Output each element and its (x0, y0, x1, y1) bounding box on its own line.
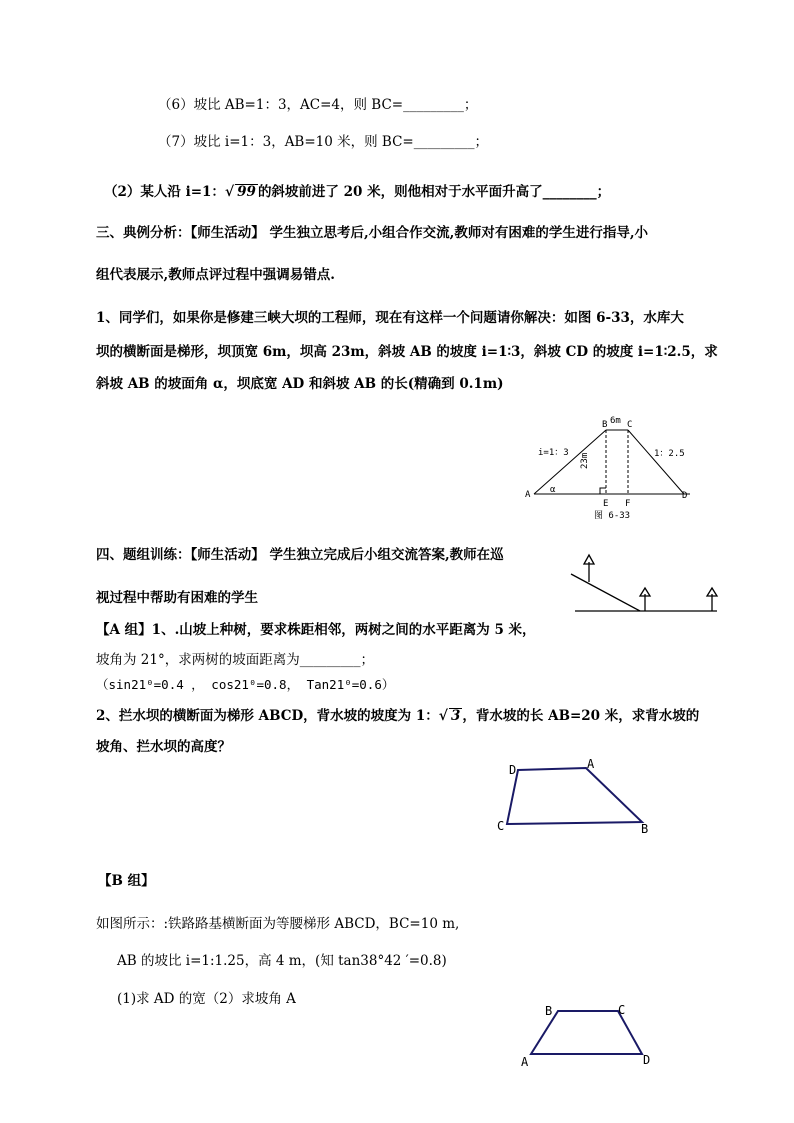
group-a-q2-radicand: 3 (450, 708, 461, 724)
sqrt-icon: √ (224, 184, 235, 200)
dam-trapezoid-figure (490, 756, 660, 838)
question-2-suffix: 的斜坡前进了 20 米，则他相对于水平面升高了________； (257, 184, 611, 200)
label-a: A (525, 490, 531, 500)
label-b: B (545, 1004, 553, 1018)
problem-1-line-1: 1、同学们，如果你是修建三峡大坝的工程师，现在有这样一个问题请你解决：如图 6-33，水库大 (96, 310, 684, 326)
label-height: 23m (580, 452, 590, 469)
label-d: D (682, 491, 688, 501)
section-3-heading: 三、典例分析：【师生活动】 学生独立思考后,小组合作交流,教师对有困难的学生进行指导,小 (96, 225, 649, 241)
group-a-q1-line-1: 【A 组】1、.山坡上种树，要求株距相邻，两树之间的水平距离为 5 米， (96, 622, 536, 638)
group-b-line-1: 如图所示：:铁路路基横断面为等腰梯形 ABCD，BC=10 m, (96, 916, 460, 932)
label-b: B (641, 822, 649, 836)
label-d: D (509, 763, 517, 777)
section-4-heading-cont: 视过程中帮助有困难的学生 (96, 590, 258, 606)
group-a-q2-suffix: ，背水坡的长 AB=20 米，求背水坡的 (462, 708, 700, 724)
label-top-width: 6m (610, 416, 621, 426)
problem-1-line-2: 坝的横断面是梯形，坝顶宽 6m，坝高 23m，斜坡 AB 的坡度 i=1∶3，斜坡 CD 的坡度 i=1∶2.5，求 (96, 344, 718, 360)
label-c: C (497, 819, 505, 833)
label-c: C (618, 1003, 626, 1017)
label-left-slope: i=1：3 (538, 448, 569, 458)
figure-6-33 (520, 412, 710, 524)
section-3-heading-cont: 组代表展示,教师点评过程中强调易错点. (96, 267, 335, 283)
group-a-q1-line-2: 坡角为 21°，求两树的坡面距离为_________； (96, 652, 374, 668)
label-right-slope: 1：2.5 (654, 449, 685, 459)
label-c: C (627, 420, 633, 430)
slope-ab (534, 430, 606, 494)
label-d: D (643, 1053, 651, 1067)
sqrt-icon: √ (438, 708, 448, 724)
problem-1-line-3: 斜坡 AB 的坡面角 α，坝底宽 AD 和斜坡 AB 的长(精确到 0.1m) (96, 376, 504, 392)
question-2-prefix: （2）某人沿 i=1： (104, 184, 225, 200)
label-a: A (521, 1055, 529, 1069)
group-a-q1-hint: （sin21⁰=0.4 ， cos21⁰=0.8， Tan21⁰=0.6） (96, 677, 395, 692)
group-b-line-3: (1)求 AD 的宽（2）求坡角 A (117, 991, 296, 1007)
right-angle-icon (600, 488, 606, 494)
group-b-line-2: AB 的坡比 i=1:1.25，高 4 m，(知 tan38°42 ′=0.8) (117, 953, 447, 969)
section-4-heading: 四、题组训练：【师生活动】 学生独立完成后小组交流答案,教师在巡 (96, 547, 504, 563)
label-b: B (602, 420, 608, 430)
label-angle: α (550, 485, 556, 495)
tree-slope-figure (565, 552, 725, 622)
question-7: （7）坡比 i=1：3，AB=10 米，则 BC=_________； (158, 134, 488, 150)
roadbed-trapezoid-figure (515, 1000, 665, 1072)
label-f: F (625, 499, 631, 509)
group-a-q2-line-1 (96, 707, 699, 725)
group-a-q2-prefix: 2、拦水坝的横断面为梯形 ABCD，背水坡的坡度为 1： (96, 708, 439, 724)
question-2-radicand: 99 (237, 184, 256, 200)
group-b-heading: 【B 组】 (98, 873, 155, 889)
label-a: A (587, 757, 595, 771)
hill-slope (571, 574, 640, 611)
slope-cd (628, 430, 684, 494)
question-6: （6）坡比 AB=1：3，AC=4，则 BC=_________； (158, 97, 478, 113)
question-2 (104, 183, 610, 201)
figure-caption: 图 6-33 (594, 511, 631, 521)
group-a-q2-line-2: 坡角、拦水坝的高度？ (96, 739, 231, 755)
label-e: E (603, 499, 609, 509)
trapezoid-abcd (507, 768, 642, 824)
